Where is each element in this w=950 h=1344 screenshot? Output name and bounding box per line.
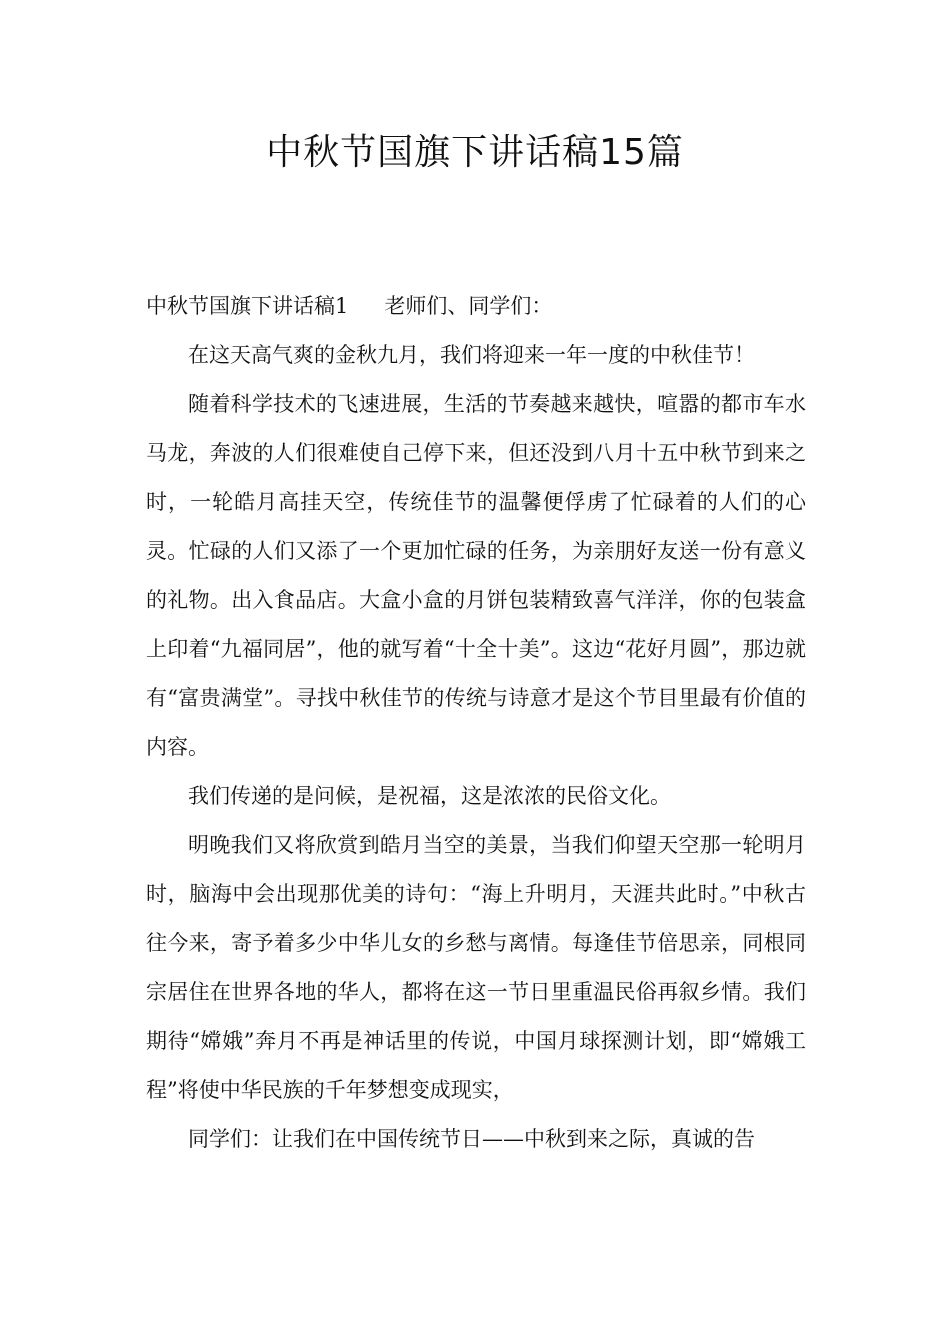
heading-line xyxy=(146,282,806,331)
paragraph: 同学们：让我们在中国传统节日——中秋到来之际，真诚的告 xyxy=(188,1127,755,1151)
paragraph: 随着科学技术的飞速进展，生活的节奏越来越快，喧嚣的都市车水马龙，奔波的人们很难使自己停下来，但还没到八月十五中秋节到来之时，一轮皓月高挂天空，传统佳节的温馨便俘虏了忙碌着的人们的心灵。忙碌的人们又添了一个更加忙碌的任务，为亲朋好友送一份有意义的礼物。出入食品店。大盒小盒的月饼包装精致喜气洋洋，你的包装盒上印着“九福同居”，他的就写着“十全十美”。这边“花好月圆”，那边就有“富贵满堂”。寻找中秋佳节的传统与诗意才是这个节目里最有价值的内容。 xyxy=(146,392,806,759)
paragraph: 我们传递的是问候，是祝福，这是浓浓的民俗文化。 xyxy=(188,784,671,808)
document-title: 中秋节国旗下讲话稿15篇 xyxy=(266,132,684,173)
salutation: 老师们、同学们： xyxy=(384,294,553,318)
paragraph: 明晚我们又将欣赏到皓月当空的美景，当我们仰望天空那一轮明月时，脑海中会出现那优美的诗句：“海上升明月，天涯共此时。”中秋古往今来，寄予着多少中华儿女的乡愁与离情。每逢佳节倍思亲，同根同宗居住在世界各地的华人，都将在这一节日里重温民俗再叙乡情。我们期待“嫦娥”奔月不再是神话里的传说，中国月球探测计划，即“嫦娥工程”将使中华民族的千年梦想变成现实， xyxy=(146,833,806,1102)
paragraph: 在这天高气爽的金秋九月，我们将迎来一年一度的中秋佳节！ xyxy=(188,343,755,367)
speech-label: 中秋节国旗下讲话稿1 xyxy=(146,294,349,318)
document-body xyxy=(146,282,806,1164)
